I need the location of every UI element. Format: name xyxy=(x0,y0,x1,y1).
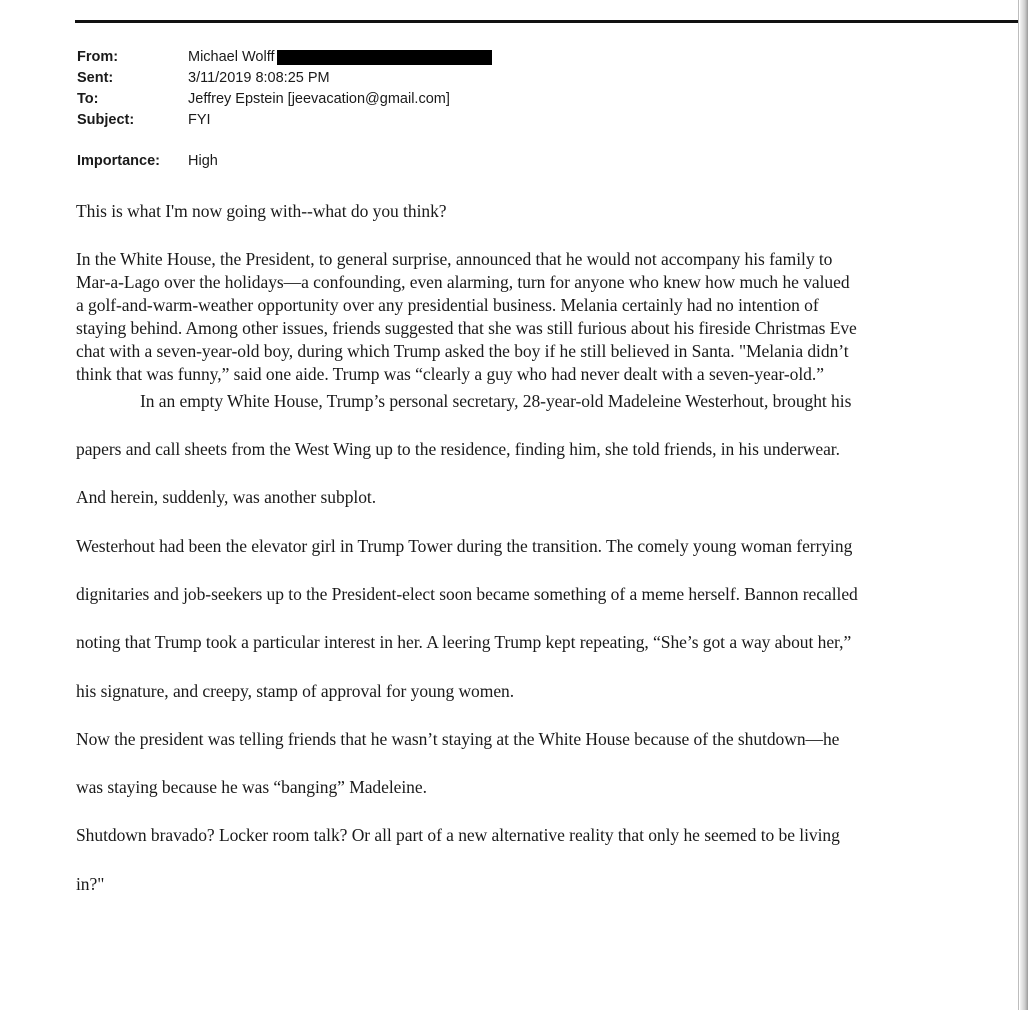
subject-label: Subject: xyxy=(77,112,135,128)
paragraph-1-line: a golf-and-warm-weather opportunity over any presidential business. Melania certainly had no intention of xyxy=(76,295,819,315)
paragraph-1-line: staying behind. Among other issues, friends suggested that she was still furious about his fireside Christmas Eve xyxy=(76,318,857,338)
to-row xyxy=(77,89,492,110)
sent-row xyxy=(77,68,492,89)
email-header xyxy=(77,47,492,131)
header-rule xyxy=(75,20,1018,23)
page-edge-shadow xyxy=(1020,0,1028,1010)
paragraph-4-line: Westerhout had been the elevator girl in Trump Tower during the transition. The comely young woman ferrying xyxy=(76,536,853,556)
page-edge-line xyxy=(1018,0,1019,1010)
paragraph-5-line: Now the president was telling friends that he wasn’t staying at the White House because of the shutdown—he xyxy=(76,729,840,749)
paragraph-5-line: was staying because he was “banging” Madeleine. xyxy=(76,777,427,797)
redaction-bar xyxy=(277,50,492,65)
paragraph-4-line: dignitaries and job-seekers up to the President-elect soon became something of a meme herself. Bannon recalled xyxy=(76,584,858,604)
from-label: From: xyxy=(77,49,119,65)
importance-row xyxy=(77,153,218,169)
intro-line: This is what I'm now going with--what do you think? xyxy=(76,201,447,221)
paragraph-3-line: And herein, suddenly, was another subplot. xyxy=(76,487,377,507)
paragraph-4-line: his signature, and creepy, stamp of approval for young women. xyxy=(76,681,515,701)
to-value: Jeffrey Epstein [jeevacation@gmail.com] xyxy=(188,91,450,107)
importance-value: High xyxy=(188,153,218,169)
subject-value: FYI xyxy=(188,112,211,128)
paragraph-2-line: papers and call sheets from the West Wing up to the residence, finding him, she told friends, in his underwear. xyxy=(76,439,840,459)
sender-name: Michael Wolff xyxy=(188,49,275,65)
paragraph-1-line: In the White House, the President, to general surprise, announced that he would not accompany his family to xyxy=(76,249,833,269)
sent-value: 3/11/2019 8:08:25 PM xyxy=(188,70,330,86)
importance-label: Importance: xyxy=(77,153,160,169)
paragraph-1-line: Mar-a-Lago over the holidays—a confounding, even alarming, turn for anyone who knew how much he valued xyxy=(76,272,850,292)
paragraph-6-line: Shutdown bravado? Locker room talk? Or all part of a new alternative reality that only he seemed to be living xyxy=(76,825,840,845)
sent-label: Sent: xyxy=(77,70,114,86)
paragraph-4-line: noting that Trump took a particular interest in her. A leering Trump kept repeating, “She’s got a way about her,” xyxy=(76,632,852,652)
paragraph-2-line: In an empty White House, Trump’s personal secretary, 28-year-old Madeleine Westerhout, brought his xyxy=(140,391,852,411)
from-row xyxy=(77,47,492,68)
to-label: To: xyxy=(77,91,99,107)
subject-row xyxy=(77,110,492,131)
paragraph-1-line: chat with a seven-year-old boy, during which Trump asked the boy if he still believed in Santa. "Melania didn’t xyxy=(76,341,849,361)
paragraph-6-line: in?" xyxy=(76,874,105,894)
from-value xyxy=(188,47,492,68)
paragraph-1-line: think that was funny,” said one aide. Trump was “clearly a guy who had never dealt with a seven-year-old.” xyxy=(76,364,824,384)
